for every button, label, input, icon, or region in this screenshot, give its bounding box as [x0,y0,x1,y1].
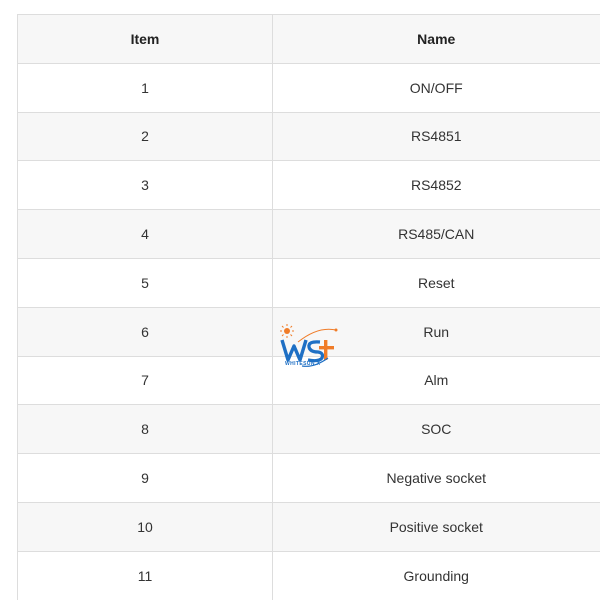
cell-item: 3 [18,161,273,210]
table-row [18,551,600,600]
cell-item: 4 [18,210,273,259]
cell-item: 8 [18,405,273,454]
table-row [18,258,600,307]
header-item: Item [18,15,273,64]
cell-item: 7 [18,356,273,405]
table-row [18,307,600,356]
cell-name: Positive socket [273,502,600,551]
cell-name: Run [273,307,600,356]
cell-name: ON/OFF [273,63,600,112]
cell-item: 10 [18,502,273,551]
cell-name: Reset [273,258,600,307]
table-header-row [18,15,600,64]
watermark-text: WHITESUN.X [285,361,321,367]
table-row [18,210,600,259]
cell-item: 2 [18,112,273,161]
table-row [18,454,600,503]
table-row [18,356,600,405]
cell-name: Negative socket [273,454,600,503]
cell-item: 11 [18,551,273,600]
cell-name: SOC [273,405,600,454]
cell-name: Alm [273,356,600,405]
cell-item: 5 [18,258,273,307]
table-row [18,63,600,112]
table-row [18,161,600,210]
cell-name: RS485/CAN [273,210,600,259]
cell-name: Grounding [273,551,600,600]
cell-item: 9 [18,454,273,503]
spec-table [17,14,600,600]
table-row [18,405,600,454]
header-name: Name [273,15,600,64]
cell-item: 6 [18,307,273,356]
cell-name: RS4851 [273,112,600,161]
table-row [18,502,600,551]
cell-name: RS4852 [273,161,600,210]
cell-item: 1 [18,63,273,112]
table-row [18,112,600,161]
